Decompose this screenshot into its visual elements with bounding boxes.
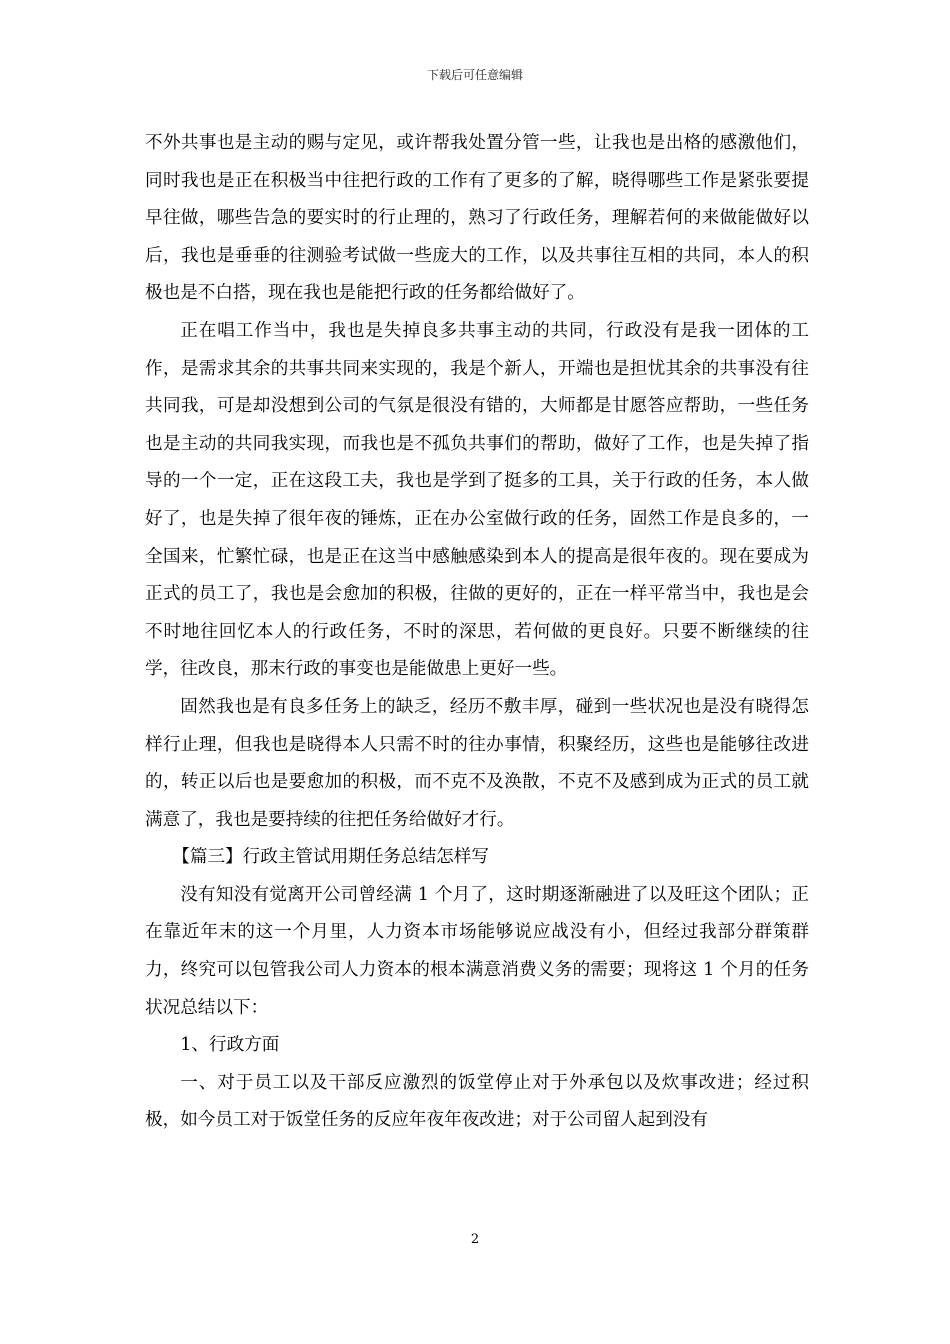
subsection-title: 1、行政方面 (180, 1035, 280, 1056)
paragraph-1: 不外共事也是主动的赐与定见，或许帮我处置分管一些，让我也是出格的感激他们，同时我也是正在积极当中往把行政的工作有了更多的了解，晓得哪些工作是紧张要提早往做，哪些告急的要实时的行止理的，熟习了行政任务，理解若何的来做能做好以后，我也是垂垂的往测验考试做一些庞大的工作，以及共事往互相的共同，本人的积极也是不白搭，现在我也是能把行政的任务都给做好了。 (145, 133, 809, 304)
paragraph-2: 正在唱工作当中，我也是失掉良多共事主动的共同，行政没有是我一团体的工作，是需求其余的共事共同来实现的，我是个新人，开端也是担忧其余的共事没有往共同我，可是却没想到公司的气氛是很没有错的，大师都是甘愿答应帮助，一些任务也是主动的共同我实现，而我也是不孤负共事们的帮助，做好了工作，也是失掉了指导的一个一定，正在这段工夫，我也是学到了挺多的工具，关于行政的任务，本人做好了，也是失掉了很年夜的锤炼，正在办公室做行政的任务，固然工作是良多的，一全国来，忙繁忙碌，也是正在这当中感触感染到本人的提高是很年夜的。现在要成为正式的员工了，我也是会愈加的积极，往做的更好的，正在一样平常当中，我也是会不时地往回忆本人的行政任务，不时的深思，若何做的更良好。只要不断继续的往学，往改良，那末行政的事变也是能做患上更好一些。 (145, 320, 809, 680)
paragraph-3: 固然我也是有良多任务上的缺乏，经历不敷丰厚，碰到一些状况也是没有晓得怎样行止理，但我也是晓得本人只需不时的往办事情，积聚经历，这些也是能够往改进的，转正以后也是要愈加的积极，而不克不及涣散，不克不及感到成为正式的员工就满意了，我也是要持续的往把任务给做好才行。 (145, 696, 809, 830)
page-number: 2 (470, 1232, 480, 1247)
section-intro: 没有知没有觉离开公司曾经满 1 个月了，这时期逐渐融进了以及旺这个团队；正在靠近年末的这一个月里，人力资本市场能够说应战没有小，但经过我部分群策群力，终究可以包管我公司人力资本的根本满意消费义务的需要；现将这 1 个月的任务状况总结以下： (145, 884, 809, 1018)
page-header: 下载后可任意编辑 (426, 68, 523, 82)
subsection-text: 一、对于员工以及干部反应激烈的饭堂停止对于外承包以及炊事改进；经过积极，如今员工对于饭堂任务的反应年夜年夜改进；对于公司留人起到没有 (145, 1072, 809, 1131)
section-title: 【篇三】行政主管试用期任务总结怎样写 (172, 847, 489, 868)
document-body (145, 125, 809, 1140)
